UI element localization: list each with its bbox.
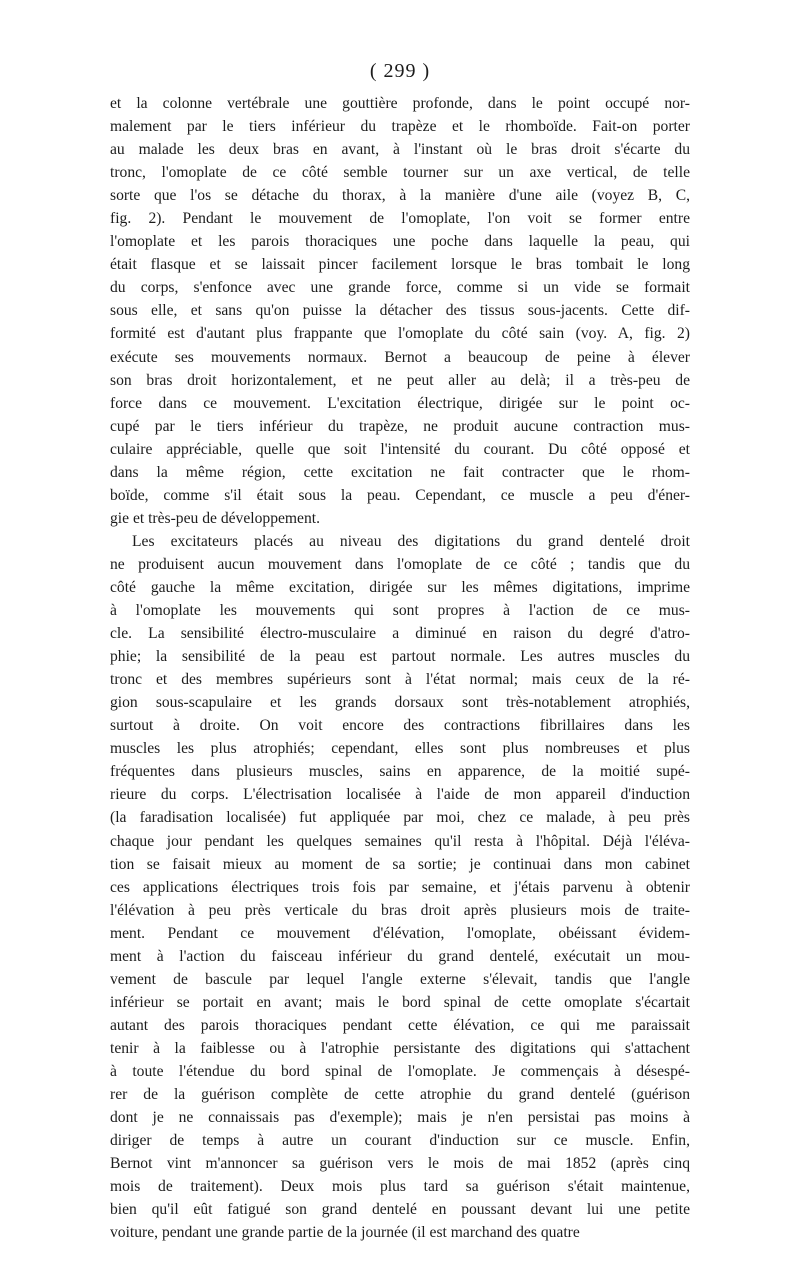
text-line: à l'omoplate les mouvements qui sont propres à l'action de ce mus- (110, 602, 690, 620)
text-line: inférieur se portait en avant; mais le bord spinal de cette omoplate s'écartait (110, 993, 690, 1011)
text-line: sorte que l'os se détache du thorax, à la manière d'une aile (voyez B, C, (110, 187, 690, 205)
text-line: rer de la guérison complète de cette atrophie du grand dentelé (guérison (110, 1086, 690, 1104)
text-line: mois de traitement). Deux mois plus tard sa guérison s'était maintenue, (110, 1178, 690, 1196)
text-line: gie et très-peu de développement. (110, 509, 320, 527)
text-line: sous elle, et sans qu'on puisse la détacher des tissus sous-jacents. Cette dif- (110, 302, 690, 320)
text-line: bien qu'il eût fatigué son grand dentelé en poussant devant lui une petite (110, 1201, 690, 1219)
text-line: malement par le tiers inférieur du trapèze et le rhomboïde. Fait-on porter (110, 118, 690, 136)
paragraph-2 (110, 530, 690, 1244)
text-line: force dans ce mouvement. L'excitation électrique, dirigée sur le point oc- (110, 394, 690, 412)
text-line: ment. Pendant ce mouvement d'élévation, l'omoplate, obéissant évidem- (110, 924, 690, 942)
text-line: et la colonne vertébrale une gouttière profonde, dans le point occupé nor- (110, 95, 690, 112)
text-line: tronc et des membres supérieurs sont à l'état normal; mais ceux de la ré- (110, 671, 690, 689)
text-line: gion sous-scapulaire et les grands dorsaux sont très-notablement atrophiés, (110, 694, 690, 712)
text-line: fig. 2). Pendant le mouvement de l'omoplate, l'on voit se former entre (110, 210, 690, 228)
text-line: était flasque et se laissait pincer facilement lorsque le bras tombait le long (110, 256, 690, 274)
text-line: formité est d'autant plus frappante que l'omoplate du côté sain (voy. A, fig. 2) (110, 325, 690, 343)
text-line: ces applications électriques trois fois par semaine, et j'étais parvenu à obtenir (110, 878, 690, 896)
text-line: culaire appréciable, quelle que soit l'intensité du courant. Du côté opposé et (110, 440, 690, 458)
text-line: muscles les plus atrophiés; cependant, elles sont plus nombreuses et plus (110, 740, 690, 758)
text-line: (la faradisation localisée) fut appliquée par moi, chez ce malade, à peu près (110, 809, 690, 827)
text-line: surtout à droite. On voit encore des contractions fibrillaires dans les (110, 717, 690, 735)
text-line: phie; la sensibilité de la peau est partout normale. Les autres muscles du (110, 648, 690, 666)
page-number: ( 299 ) (369, 60, 431, 82)
text-line: côté gauche la même excitation, dirigée sur les mêmes digitations, imprime (110, 578, 690, 596)
text-line: l'élévation à peu près verticale du bras droit après plusieurs mois de traite- (110, 901, 690, 919)
text-line: au malade les deux bras en avant, à l'instant où le bras droit s'écarte du (110, 141, 690, 159)
text-line: cupé par le tiers inférieur du trapèze, ne produit aucune contraction mus- (110, 417, 690, 435)
text-line: rieure du corps. L'électrisation localisée à l'aide de mon appareil d'induction (110, 786, 690, 804)
text-line: exécute ses mouvements normaux. Bernot a beaucoup de peine à élever (110, 348, 690, 366)
text-line: dont je ne connaissais pas d'exemple); mais je n'en persistai pas moins à (110, 1109, 690, 1127)
text-line: chaque jour pendant les quelques semaines qu'il resta à l'hôpital. Déjà l'éléva- (110, 832, 690, 850)
paragraph-1 (110, 92, 690, 530)
text-line: fréquentes dans plusieurs muscles, sains en apparence, de la moitié supé- (110, 763, 690, 781)
text-line: cle. La sensibilité électro-musculaire a diminué en raison du degré d'atro- (110, 625, 690, 643)
text-line: diriger de temps à autre un courant d'induction sur ce muscle. Enfin, (110, 1132, 690, 1150)
text-line: ne produisent aucun mouvement dans l'omoplate de ce côté ; tandis que du (110, 555, 690, 573)
body-text (110, 92, 690, 1244)
text-line: tronc, l'omoplate de ce côté semble tourner sur un axe vertical, de telle (110, 164, 690, 182)
text-line: boïde, comme s'il était sous la peau. Cependant, ce muscle a peu d'éner- (110, 486, 690, 504)
text-line: autant des parois thoraciques pendant cette élévation, ce qui me paraissait (110, 1016, 690, 1034)
text-line: vement de bascule par lequel l'angle externe s'élevait, tandis que l'angle (110, 970, 690, 988)
text-line: tion se faisait mieux au moment de sa sortie; je continuai dans mon cabinet (110, 855, 690, 873)
text-line: dans la même région, cette excitation ne fait contracter que le rhom- (110, 463, 690, 481)
text-line: du corps, s'enfonce avec une grande force, comme si un vide se formait (110, 279, 690, 297)
text-line: ment à l'action du faisceau inférieur du grand dentelé, exécutait un mou- (110, 947, 690, 965)
text-line: à toute l'étendue du bord spinal de l'omoplate. Je commençais à désespé- (110, 1062, 690, 1080)
text-line: voiture, pendant une grande partie de la journée (il est marchand des quatre (110, 1224, 580, 1242)
text-line: tenir à la faiblesse ou à l'atrophie persistante des digitations qui s'attachent (110, 1039, 690, 1057)
text-line: l'omoplate et les parois thoraciques une poche dans laquelle la peau, qui (110, 233, 690, 251)
text-line: son bras droit horizontalement, et ne peut aller au delà; il a très-peu de (110, 371, 690, 389)
text-line: Bernot vint m'annoncer sa guérison vers le mois de mai 1852 (après cinq (110, 1155, 690, 1173)
text-line: Les excitateurs placés au niveau des digitations du grand dentelé droit (132, 532, 690, 550)
